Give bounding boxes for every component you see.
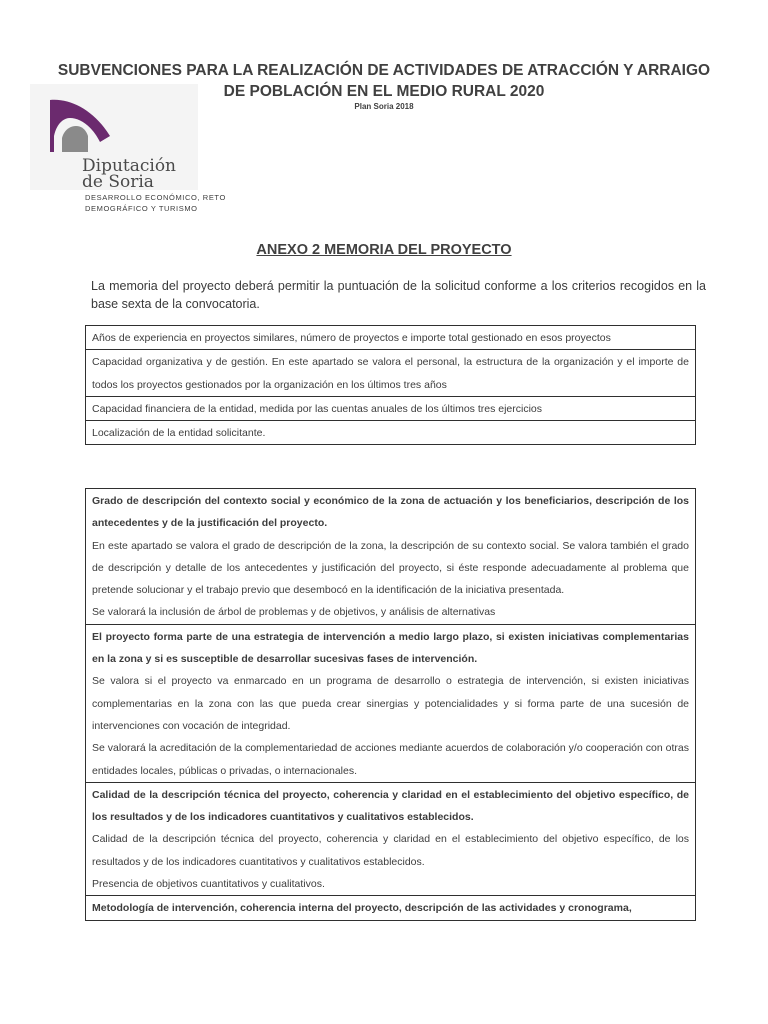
criteria-table-entity — [85, 325, 696, 445]
table-row — [86, 624, 696, 782]
table-cell — [86, 896, 696, 920]
logo-name — [82, 158, 176, 190]
logo-department-line1: DESARROLLO ECONÓMICO, RETO — [85, 193, 226, 202]
criterion-heading: El proyecto forma parte de una estrategia de intervención a medio largo plazo, si existen iniciativas complementarias en la zona y si es susceptible de desarrollar sucesivas fases de intervención. — [92, 630, 689, 666]
criteria-table-project — [85, 488, 696, 921]
table-cell — [86, 489, 696, 625]
criterion-description: Se valora si el proyecto va enmarcado en un programa de desarrollo o estrategia de intervención, si existen iniciativas complementarias en la zona con las que pueda crear sinergias y potencialidades y si forma parte de una sucesión de intervenciones con vocación de integridad. — [92, 675, 689, 732]
diputacion-soria-logo — [30, 84, 230, 224]
table-cell: Capacidad financiera de la entidad, medida por las cuentas anuales de los últimos tres ejercicios — [86, 396, 696, 420]
logo-name-line1: Diputación — [82, 156, 177, 176]
criterion-note: Se valorará la acreditación de la complementariedad de acciones mediante acuerdos de colaboración y/o cooperación con otras entidades locales, públicas o privadas, o internacionales. — [92, 742, 689, 777]
table-row — [86, 396, 696, 420]
table-cell: Localización de la entidad solicitante. — [86, 421, 696, 445]
criterion-heading: Grado de descripción del contexto social y económico de la zona de actuación y los beneficiarios, descripción de los antecedentes y de la justificación del proyecto. — [92, 495, 689, 530]
table-cell: Años de experiencia en proyectos similares, número de proyectos e importe total gestionado en esos proyectos — [86, 326, 696, 350]
document-title-line2: DE POBLACIÓN EN EL MEDIO RURAL 2020 — [223, 83, 545, 100]
logo-name-line2: de Soria — [82, 172, 154, 192]
table-cell — [86, 624, 696, 782]
criterion-description: En este apartado se valora el grado de descripción de la zona, la descripción de su contexto social. Se valora también el grado de descripción y detalle de los antecedentes y justificación del proyecto, si éste responde adecuadamente al problema que pretende solucionar y el trabajo previo que desembocó en la identificación de la iniciativa presentada. — [92, 539, 689, 597]
criterion-note: Se valorará la inclusión de árbol de problemas y de objetivos, y análisis de alternativas — [92, 606, 496, 619]
logo-department-line2: DEMOGRÁFICO Y TURISMO — [85, 204, 198, 213]
criterion-description: Calidad de la descripción técnica del proyecto, coherencia y claridad en el establecimiento del objetivo específico, de los resultados y de los indicadores cuantitativos y cualitativos establecidos. — [92, 833, 689, 868]
table-cell — [86, 782, 696, 895]
criterion-note: Presencia de objetivos cuantitativos y cualitativos. — [92, 878, 325, 891]
logo-arch-icon — [48, 98, 112, 156]
intro-paragraph: La memoria del proyecto deberá permitir la puntuación de la solicitud conforme a los criterios recogidos en la base sexta de la convocatoria. — [91, 279, 706, 311]
table-row — [86, 489, 696, 625]
table-cell: Capacidad organizativa y de gestión. En este apartado se valora el personal, la estructura de la organización y el importe de todos los proyectos gestionados por la organización en los últimos tres años — [86, 350, 696, 397]
table-row — [86, 782, 696, 895]
logo-department — [85, 192, 226, 214]
table-row — [86, 350, 696, 397]
criterion-heading: Metodología de intervención, coherencia interna del proyecto, descripción de las actividades y cronograma, — [92, 902, 632, 915]
table-row — [86, 326, 696, 350]
table-row — [86, 896, 696, 920]
table-row — [86, 421, 696, 445]
document-subtitle: Plan Soria 2018 — [354, 102, 414, 111]
criterion-heading: Calidad de la descripción técnica del proyecto, coherencia y claridad en el establecimiento del objetivo específico, de los resultados y de los indicadores cuantitativos y cualitativos establecidos. — [92, 788, 689, 824]
anexo-title: ANEXO 2 MEMORIA DEL PROYECTO — [256, 242, 512, 258]
document-title-line1: SUBVENCIONES PARA LA REALIZACIÓN DE ACTIVIDADES DE ATRACCIÓN Y ARRAIGO — [57, 62, 711, 79]
